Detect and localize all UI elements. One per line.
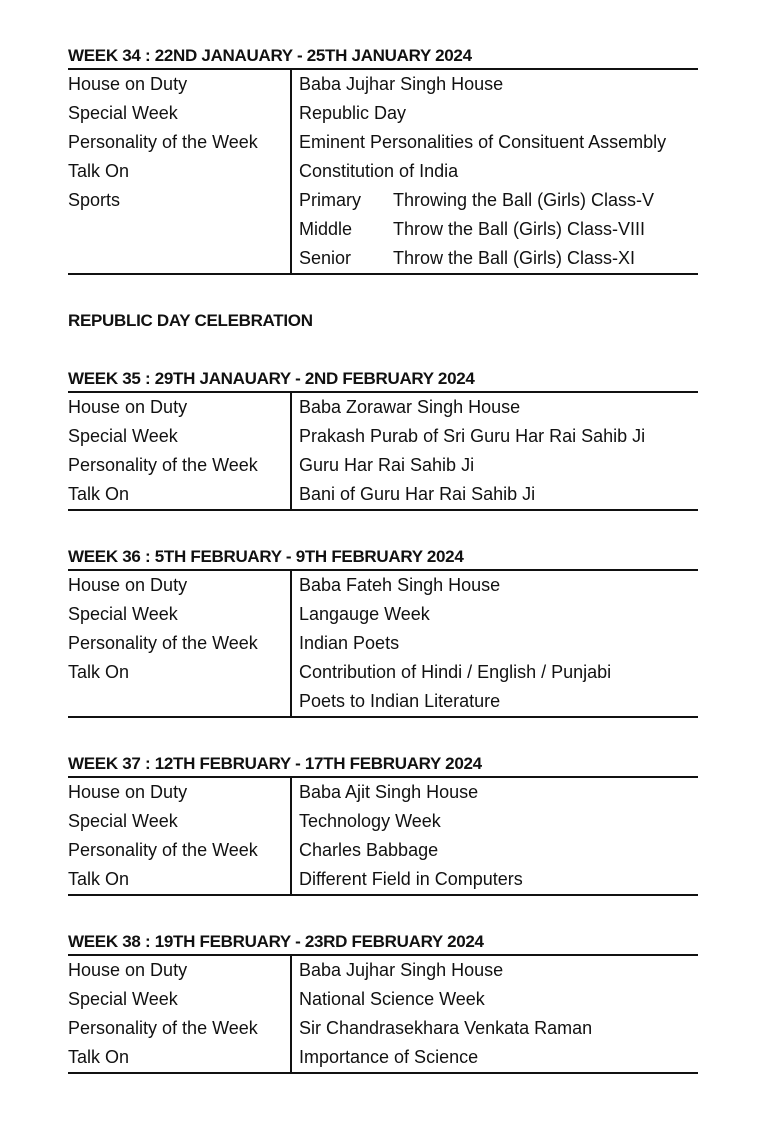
row-value: Technology Week [291,807,698,836]
sports-row [68,215,698,244]
row-label: Personality of the Week [68,1018,258,1038]
week-38-section [68,930,698,1074]
row-value: Baba Jujhar Singh House [291,956,698,985]
sports-row [68,244,698,274]
week-heading: WEEK 38 : 19TH FEBRUARY - 23RD FEBRUARY 2024 [68,930,698,956]
row-label: Personality of the Week [68,132,258,152]
row-value: Sir Chandrasekhara Venkata Raman [291,1014,698,1043]
row-label: Personality of the Week [68,633,258,653]
table-row [68,393,698,422]
row-label: House on Duty [68,74,188,94]
schedule-page [68,44,698,1108]
row-value: Importance of Science [291,1043,698,1073]
week-heading: WEEK 36 : 5TH FEBRUARY - 9TH FEBRUARY 2024 [68,545,698,571]
table-row [68,836,698,865]
row-value: Different Field in Computers [291,865,698,895]
week-table [68,70,698,275]
sports-level: Senior [299,248,352,268]
row-value: Baba Fateh Singh House [291,571,698,600]
row-label: House on Duty [68,782,188,802]
week-table [68,571,698,718]
row-label: Talk On [68,161,130,181]
table-row [68,571,698,600]
row-value: Baba Jujhar Singh House [291,70,698,99]
table-row [68,807,698,836]
sports-label: Sports [68,190,121,210]
row-value: Poets to Indian Literature [291,687,698,717]
row-label: Personality of the Week [68,455,258,475]
sports-item [291,244,698,274]
row-label: Special Week [68,811,178,831]
table-row [68,687,698,717]
table-row [68,1043,698,1073]
row-label: Special Week [68,103,178,123]
week-table [68,778,698,896]
row-label: Special Week [68,604,178,624]
row-value: Langauge Week [291,600,698,629]
sports-activity: Throwing the Ball (Girls) Class-V [393,190,655,210]
row-value: National Science Week [291,985,698,1014]
table-row [68,629,698,658]
table-row [68,778,698,807]
table-row [68,658,698,687]
table-row [68,157,698,186]
sports-activity: Throw the Ball (Girls) Class-XI [393,248,636,268]
table-row [68,480,698,510]
row-label: House on Duty [68,960,188,980]
table-row [68,985,698,1014]
row-label: Special Week [68,989,178,1009]
row-label: Talk On [68,662,130,682]
week-36-section [68,545,698,718]
sports-level: Middle [299,219,353,239]
row-label: Special Week [68,426,178,446]
week-table [68,956,698,1074]
row-label [68,687,291,717]
table-row [68,99,698,128]
row-value: Bani of Guru Har Rai Sahib Ji [291,480,698,510]
table-row [68,865,698,895]
row-value: Prakash Purab of Sri Guru Har Rai Sahib Ji [291,422,698,451]
row-value: Indian Poets [291,629,698,658]
row-value: Baba Ajit Singh House [291,778,698,807]
row-value: Eminent Personalities of Consituent Assembly [291,128,698,157]
row-value: Republic Day [291,99,698,128]
table-row [68,451,698,480]
week-35-section [68,367,698,511]
sports-level: Primary [299,190,361,210]
sports-row [68,186,698,215]
row-value: Charles Babbage [291,836,698,865]
week-heading: WEEK 35 : 29TH JANAUARY - 2ND FEBRUARY 2024 [68,367,698,393]
week-37-section [68,752,698,896]
table-row [68,956,698,985]
table-row [68,600,698,629]
row-label: Talk On [68,1047,130,1067]
row-value: Contribution of Hindi / English / Punjabi [291,658,698,687]
row-label: House on Duty [68,575,188,595]
celebration-heading: REPUBLIC DAY CELEBRATION [68,311,313,330]
sports-item [291,215,698,244]
row-label: House on Duty [68,397,188,417]
row-label: Personality of the Week [68,840,258,860]
week-heading: WEEK 37 : 12TH FEBRUARY - 17TH FEBRUARY 2024 [68,752,698,778]
row-value: Baba Zorawar Singh House [291,393,698,422]
table-row [68,128,698,157]
row-label: Talk On [68,484,130,504]
row-label: Talk On [68,869,130,889]
week-34-section [68,44,698,275]
sports-activity: Throw the Ball (Girls) Class-VIII [393,219,646,239]
table-row [68,70,698,99]
row-value: Constitution of India [291,157,698,186]
table-row [68,422,698,451]
row-value: Guru Har Rai Sahib Ji [291,451,698,480]
week-heading: WEEK 34 : 22ND JANAUARY - 25TH JANUARY 2024 [68,44,698,70]
week-table [68,393,698,511]
sports-item [291,186,698,215]
table-row [68,1014,698,1043]
